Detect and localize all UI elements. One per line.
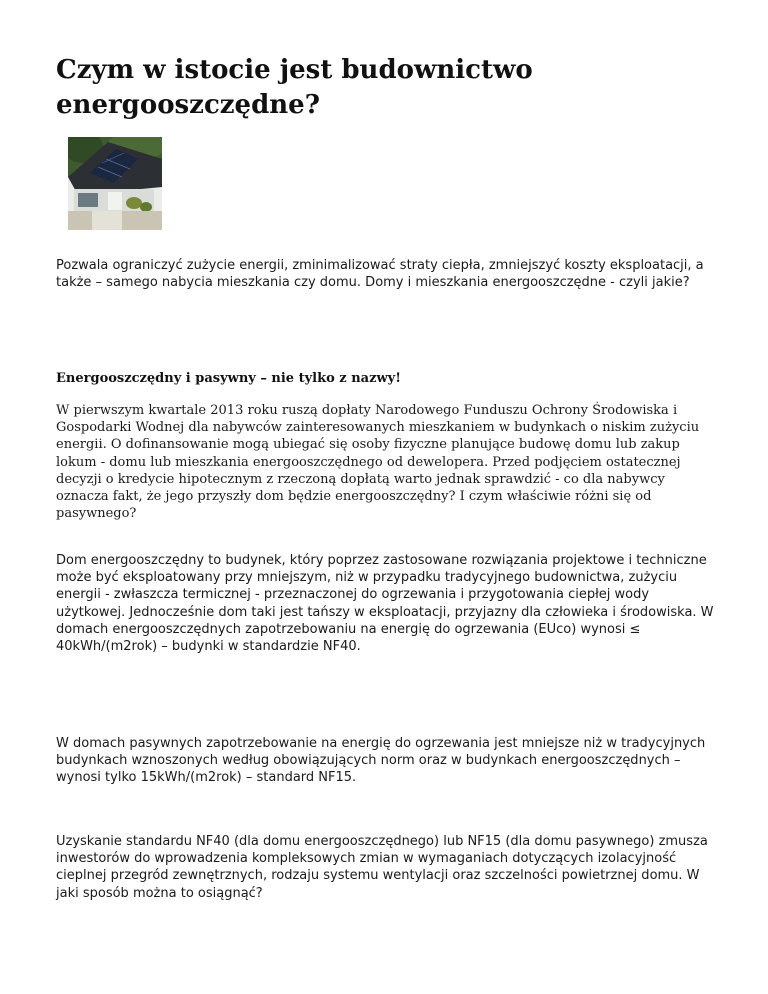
page-title: Czym w istocie jest budownictwo energooszczędne? bbox=[56, 55, 533, 120]
house-photo bbox=[68, 137, 162, 230]
paragraph-3: W domach pasywnych zapotrzebowanie na energię do ogrzewania jest mniejsze niż w tradycyjnych budynkach wznoszonych według obowiązujących norm oraz w budynkach energooszczędnych – wynosi tylko 15kWh/(m2rok) – standard NF15. bbox=[56, 736, 706, 786]
paragraph-4: Uzyskanie standardu NF40 (dla domu energooszczędnego) lub NF15 (dla domu pasywnego) zmusza inwestorów do wprowadzenia kompleksowych zmian w wymaganiach dotyczących izolacyjność cieplnej przegród zewnętrznych, rodzaju systemu wentylacji oraz szczelności powietrznej domu. W jaki sposób można to osiągnąć? bbox=[56, 834, 708, 901]
intro-paragraph: Pozwala ograniczyć zużycie energii, zminimalizować straty ciepła, zmniejszyć koszty eksploatacji, a także – samego nabycia mieszkania czy domu. Domy i mieszkania energooszczędne - czyli jakie? bbox=[56, 258, 704, 291]
section-heading: Energooszczędny i pasywny – nie tylko z nazwy! bbox=[56, 371, 401, 386]
paragraph-2: Dom energooszczędny to budynek, który poprzez zastosowane rozwiązania projektowe i techniczne może być eksploatowany przy mniejszym, niż w przypadku tradycyjnego budownictwa, zużyciu energii - zwłaszcza termicznej - przeznaczonej do ogrzewania i przygotowania ciepłej wody użytkowej. Jednocześnie dom taki jest tańszy w eksploatacji, przyjazny dla człowieka i środowiska. W domach energooszczędnych zapotrzebowaniu na energię do ogrzewania (EUco) wynosi ≤ 40kWh/(m2rok) – budynki w standardzie NF40. bbox=[56, 553, 714, 655]
paragraph-1: W pierwszym kwartale 2013 roku ruszą dopłaty Narodowego Funduszu Ochrony Środowiska i Gospodarki Wodnej dla nabywców zainteresowanych mieszkaniem w budynkach o niskim zużyciu energii. O dofinansowanie mogą ubiegać się osoby fizyczne planujące budowę domu lub zakup lokum - domu lub mieszkania energooszczędnego od dewelopera. Przed podjęciem ostatecznej decyzji o kredycie hipotecznym z rzeczoną dopłatą warto jednak sprawdzić - co dla nabywcy oznacza fakt, że jego przyszły dom będzie energooszczędny? I czym właściwie różni się od pasywnego? bbox=[56, 403, 700, 522]
